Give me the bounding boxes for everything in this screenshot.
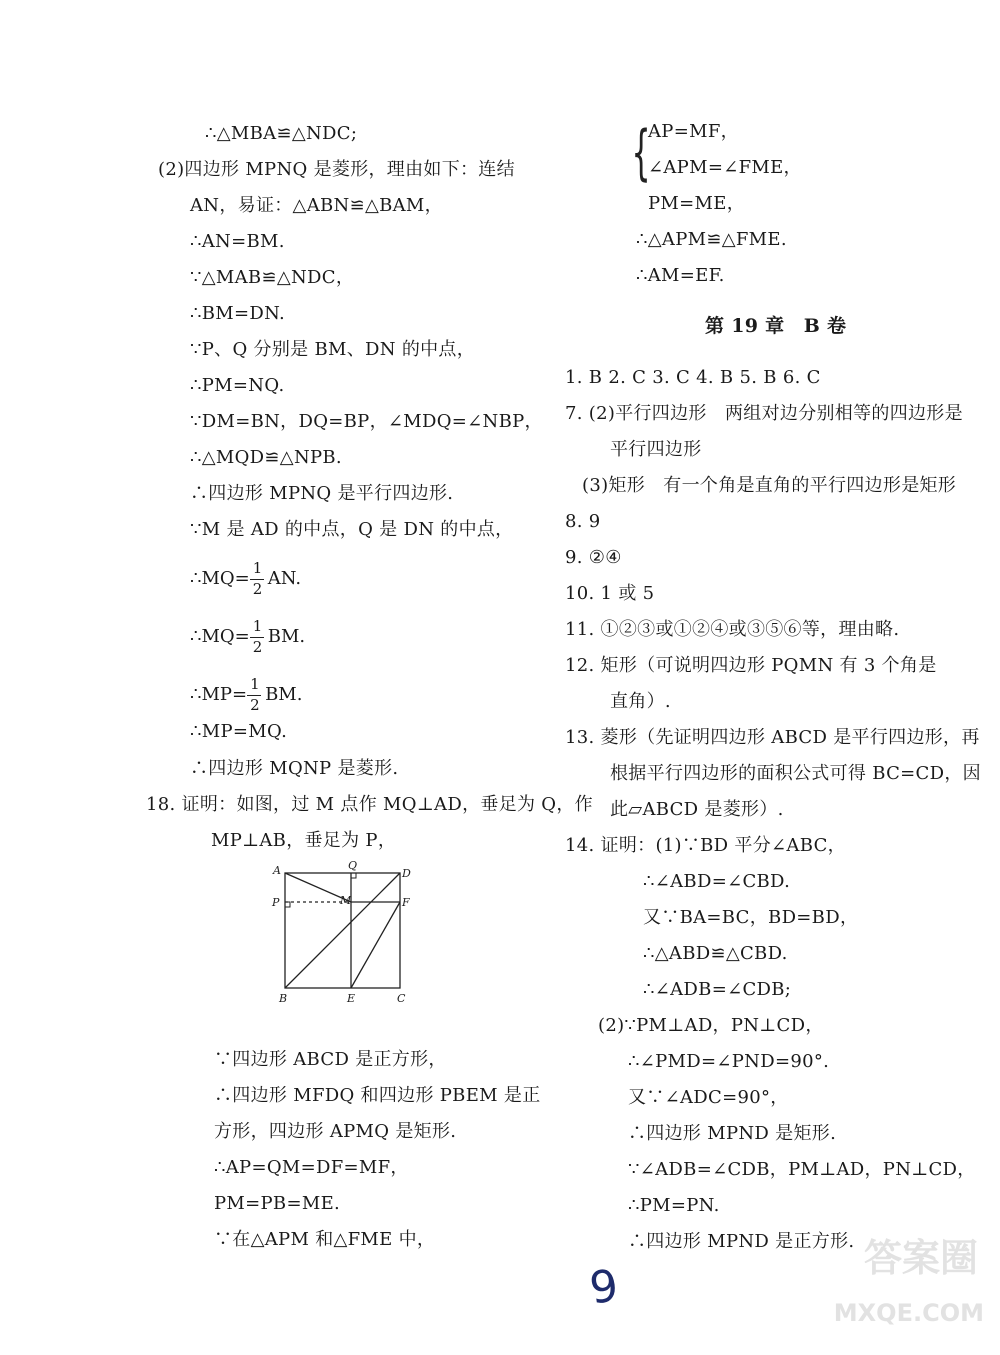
right-text-line: ∵∠ADB=∠CDB，PM⊥AD，PN⊥CD， xyxy=(628,1159,976,1180)
square-figure xyxy=(270,858,430,1008)
fraction-denominator: 2 xyxy=(250,696,260,714)
right-text-line: 11. ①②③或①②④或③⑤⑥等，理由略. xyxy=(565,619,900,640)
right-text-line: 13. 菱形（先证明四边形 ABCD 是平行四边形，再 xyxy=(565,727,980,748)
fraction-prefix: ∴MP= xyxy=(190,684,248,705)
right-text-line: ∴∠ADB=∠CDB; xyxy=(643,979,792,1000)
left-text-line: ∴BM=DN. xyxy=(190,303,286,324)
right-text-line: 根据平行四边形的面积公式可得 BC=CD，因 xyxy=(610,763,981,784)
label-e: E xyxy=(347,992,356,1005)
segment-bd xyxy=(285,873,400,988)
left-text-line: ∵P、Q 分别是 BM、DN 的中点， xyxy=(190,339,476,360)
right-text-line: 14. 证明：(1)∵BD 平分∠ABC， xyxy=(565,835,846,856)
fraction-suffix: AN. xyxy=(267,568,302,589)
equation-brace: { xyxy=(631,118,651,188)
label-a: A xyxy=(273,864,281,877)
right-text-line: ∴四边形 MPND 是正方形. xyxy=(628,1231,855,1252)
fraction-numerator: 1 xyxy=(250,675,260,693)
fraction-prefix: ∴MQ= xyxy=(190,568,250,589)
fraction-prefix: ∴MQ= xyxy=(190,626,250,647)
right-text-line: 平行四边形 xyxy=(610,439,702,460)
left-text-line: MP⊥AB，垂足为 P， xyxy=(211,830,397,851)
right-text-line: 又∵BA=BC，BD=BD， xyxy=(643,907,859,928)
left-text-line: ∴PM=NQ. xyxy=(190,375,285,396)
right-text-line: ∴AM=EF. xyxy=(636,265,725,286)
label-c: C xyxy=(397,992,406,1005)
left-text-line: ∵在△APM 和△FME 中， xyxy=(214,1229,436,1250)
right-text-line: AP=MF， xyxy=(648,121,739,142)
right-text-line: 此▱ABCD 是菱形）. xyxy=(610,799,784,820)
left-text-line: ∴△MQD≌△NPB. xyxy=(190,447,342,468)
right-text-line: 12. 矩形（可说明四边形 PQMN 有 3 个角是 xyxy=(565,655,937,676)
left-text-line: ∴AN=BM. xyxy=(190,231,285,252)
left-text-line: AN，易证：△ABN≌△BAM， xyxy=(190,195,443,216)
right-text-line: 1. B 2. C 3. C 4. B 5. B 6. C xyxy=(565,367,821,388)
left-text-line: 方形，四边形 APMQ 是矩形. xyxy=(214,1121,457,1142)
right-text-line: ∴∠PMD=∠PND=90°. xyxy=(628,1051,830,1072)
right-text-line: ∴△ABD≌△CBD. xyxy=(643,943,788,964)
fraction-denominator: 2 xyxy=(252,638,263,656)
left-text-line: (2)四边形 MPNQ 是菱形，理由如下：连结 xyxy=(158,159,515,180)
label-p: P xyxy=(272,896,280,909)
watermark-bottom: MXQE.COM xyxy=(833,1299,984,1327)
page-number: 9 xyxy=(586,1260,622,1315)
left-text-line: ∴四边形 MPNQ 是平行四边形. xyxy=(190,483,454,504)
right-text-line: (3)矩形 有一个角是直角的平行四边形是矩形 xyxy=(582,475,957,496)
left-text-line: ∴△MBA≌△NDC; xyxy=(205,123,358,144)
left-text-line: ∴四边形 MFDQ 和四边形 PBEM 是正 xyxy=(214,1085,541,1106)
label-m: M xyxy=(340,894,352,907)
label-b: B xyxy=(279,992,288,1005)
fraction-numerator: 1 xyxy=(252,617,263,635)
right-text-line: 8. 9 xyxy=(565,511,601,532)
right-text-line: (2)∵PM⊥AD，PN⊥CD， xyxy=(598,1015,824,1036)
left-text-line: ∵△MAB≌△NDC， xyxy=(190,267,355,288)
left-text-line: PM=PB=ME. xyxy=(214,1193,341,1214)
fraction-suffix: BM. xyxy=(267,626,306,647)
right-text-line: PM=ME， xyxy=(648,193,745,214)
fraction-equation xyxy=(190,617,306,656)
watermark xyxy=(798,1219,988,1349)
section-title: 第 19 章 B 卷 xyxy=(705,315,847,337)
fraction-suffix: BM. xyxy=(265,684,303,705)
watermark-top: 答案圈 xyxy=(863,1236,978,1280)
right-text-line: ∴PM=PN. xyxy=(628,1195,720,1216)
right-text-line: 10. 1 或 5 xyxy=(565,583,655,604)
right-text-line: ∴四边形 MPND 是矩形. xyxy=(628,1123,837,1144)
right-text-line: ∴∠ABD=∠CBD. xyxy=(643,871,791,892)
right-text-line: ∠APM=∠FME， xyxy=(648,157,802,178)
left-text-line: 18. 证明：如图，过 M 点作 MQ⊥AD，垂足为 Q，作 xyxy=(146,794,593,815)
left-text-line: ∴四边形 MQNP 是菱形. xyxy=(190,758,399,779)
right-text-line: ∴△APM≌△FME. xyxy=(636,229,787,250)
label-q: Q xyxy=(348,859,358,872)
right-text-line: 7. (2)平行四边形 两组对边分别相等的四边形是 xyxy=(565,403,963,424)
fraction-equation xyxy=(190,559,302,598)
left-text-line: ∵M 是 AD 的中点，Q 是 DN 的中点， xyxy=(190,519,514,540)
right-text-line: 又∵∠ADC=90°， xyxy=(628,1087,789,1108)
right-text-line: 9. ②④ xyxy=(565,547,622,568)
left-text-line: ∵四边形 ABCD 是正方形， xyxy=(214,1049,447,1070)
left-text-line: ∴MP=MQ. xyxy=(190,721,288,742)
label-f: F xyxy=(402,896,410,909)
left-text-line: ∵DM=BN，DQ=BP，∠MDQ=∠NBP， xyxy=(190,411,543,432)
left-text-line: ∴AP=QM=DF=MF， xyxy=(214,1157,409,1178)
fraction-numerator: 1 xyxy=(252,559,263,577)
fraction-denominator: 2 xyxy=(252,580,263,598)
label-d: D xyxy=(402,867,411,880)
right-text-line: 直角）. xyxy=(610,691,671,712)
fraction-equation xyxy=(190,675,303,714)
